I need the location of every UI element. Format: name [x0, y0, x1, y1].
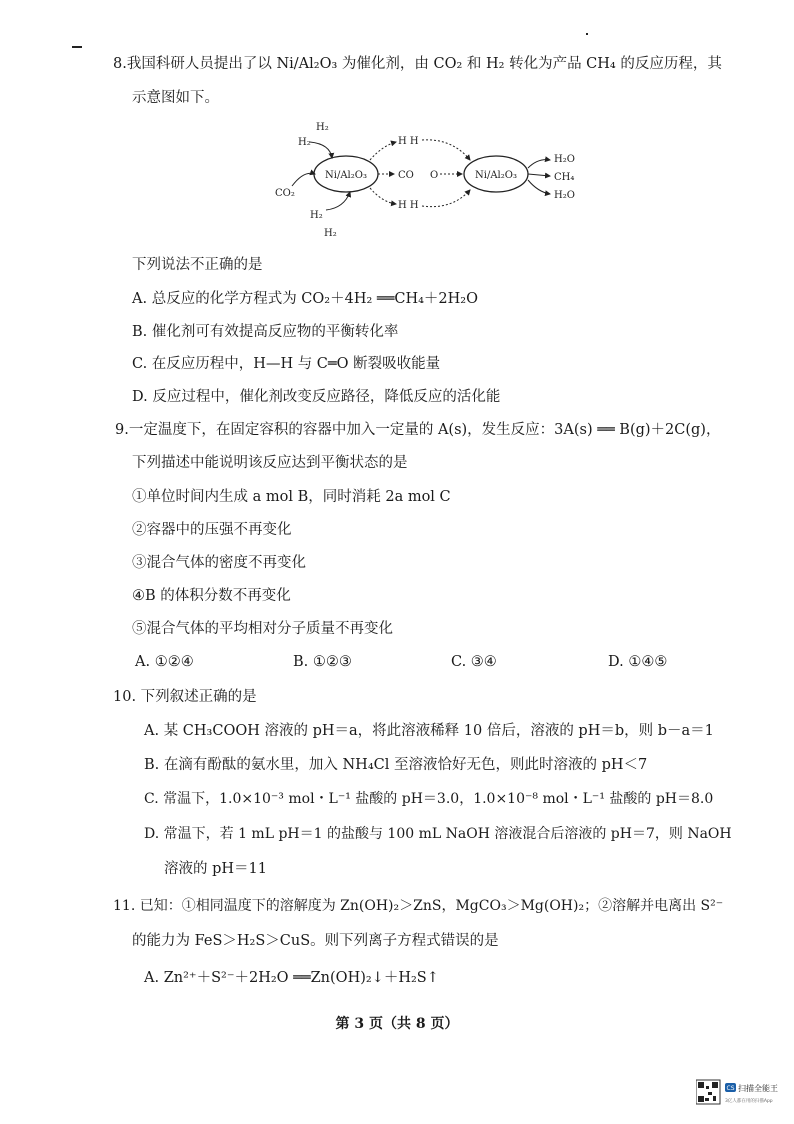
h2-label: H₂ [324, 228, 337, 239]
q11-stem-line1: 11. 已知：①相同温度下的溶解度为 Zn(OH)₂＞ZnS，MgCO₃＞Mg(OH)₂；②溶解并电离出 S²⁻ [113, 898, 724, 914]
q9-item-4: ④B 的体积分数不再变化 [132, 588, 291, 604]
q9-option-d: D. ①④⑤ [608, 654, 668, 670]
q11-option-a: A. Zn²⁺＋S²⁻＋2H₂O ══Zn(OH)₂↓＋H₂S↑ [144, 970, 439, 986]
h2-arrow [310, 142, 332, 158]
co2-arrow [292, 173, 315, 186]
ch4-label: CH₄ [554, 172, 575, 183]
q9-item-1: ①单位时间内生成 a mol B，同时消耗 2a mol C [132, 489, 451, 505]
q9-item-5: ⑤混合气体的平均相对分子质量不再变化 [132, 621, 393, 637]
catalyst-label-left: Ni/Al₂O₃ [325, 170, 367, 181]
h2-label: H₂ [310, 210, 323, 221]
dashed-arrow [370, 142, 396, 160]
q9-item-3: ③混合气体的密度不再变化 [132, 555, 306, 571]
hh-top-label: H H [398, 136, 419, 147]
q10-option-c: C. 常温下，1.0×10⁻³ mol・L⁻¹ 盐酸的 pH＝3.0，1.0×10⁻⁸ mol・L⁻¹ 盐酸的 pH＝8.0 [144, 791, 714, 807]
product-arrow [528, 180, 550, 194]
h2o-label: H₂O [554, 154, 575, 165]
scan-mark [586, 33, 588, 35]
q11-stem-line2: 的能力为 FeS＞H₂S＞CuS。则下列离子方程式错误的是 [132, 933, 499, 949]
h2-label: H₂ [298, 137, 311, 148]
q10-option-a: A. 某 CH₃COOH 溶液的 pH＝a，将此溶液稀释 10 倍后，溶液的 pH＝b，则 b－a＝1 [144, 723, 714, 739]
q9-item-2: ②容器中的压强不再变化 [132, 522, 292, 538]
q8-prompt: 下列说法不正确的是 [132, 257, 263, 273]
stamp-title: 扫描全能王 [738, 1084, 778, 1093]
co2-label: CO₂ [275, 188, 295, 199]
product-arrow [528, 160, 550, 168]
page-number: 第 3 页（共 8 页） [335, 1016, 459, 1032]
catalyst-label-right: Ni/Al₂O₃ [475, 170, 517, 181]
q8-stem-line2: 示意图如下。 [132, 90, 219, 106]
h2o-label: H₂O [554, 190, 575, 201]
svg-text:CS: CS [726, 1085, 735, 1092]
q8-option-d: D. 反应过程中，催化剂改变反应路径，降低反应的活化能 [132, 389, 501, 405]
reaction-diagram [270, 112, 600, 242]
q9-stem-line1: 9.一定温度下，在固定容积的容器中加入一定量的 A(s)，发生反应：3A(s) ══ B(g)＋2C(g)， [115, 422, 721, 438]
hh-bottom-label: H H [398, 200, 419, 211]
q8-option-a: A. 总反应的化学方程式为 CO₂＋4H₂ ══CH₄＋2H₂O [132, 291, 478, 307]
q9-option-a: A. ①②④ [135, 654, 194, 670]
q8-stem-line1: 8.我国科研人员提出了以 Ni/Al₂O₃ 为催化剂，由 CO₂ 和 H₂ 转化为产品 CH₄ 的反应历程，其 [113, 56, 722, 72]
q9-option-c: C. ③④ [451, 654, 497, 670]
o-label: O [430, 170, 439, 181]
q10-option-d-cont: 溶液的 pH＝11 [164, 861, 267, 877]
h2-arrow [326, 192, 350, 210]
q10-option-b: B. 在滴有酚酞的氨水里，加入 NH₄Cl 至溶液恰好无色，则此时溶液的 pH＜7 [144, 757, 648, 773]
q9-stem-line2: 下列描述中能说明该反应达到平衡状态的是 [132, 455, 408, 471]
q9-option-b: B. ①②③ [293, 654, 352, 670]
co-label: CO [398, 170, 414, 181]
scanner-stamp [696, 1078, 782, 1110]
product-arrow [528, 174, 550, 176]
q8-option-c: C. 在反应历程中，H—H 与 C═O 断裂吸收能量 [132, 356, 441, 372]
dashed-arrow [370, 188, 396, 204]
q10-option-d: D. 常温下，若 1 mL pH＝1 的盐酸与 100 mL NaOH 溶液混合后溶液的 pH＝7，则 NaOH [144, 826, 732, 842]
dashed-arrow [422, 190, 470, 207]
stamp-subtitle: 3亿人都在用的扫描App [725, 1099, 773, 1104]
h2-label: H₂ [316, 122, 329, 133]
dashed-arrow [422, 140, 470, 160]
q10-stem: 10. 下列叙述正确的是 [113, 689, 257, 705]
q8-option-b: B. 催化剂可有效提高反应物的平衡转化率 [132, 324, 399, 340]
scan-mark [72, 46, 82, 48]
